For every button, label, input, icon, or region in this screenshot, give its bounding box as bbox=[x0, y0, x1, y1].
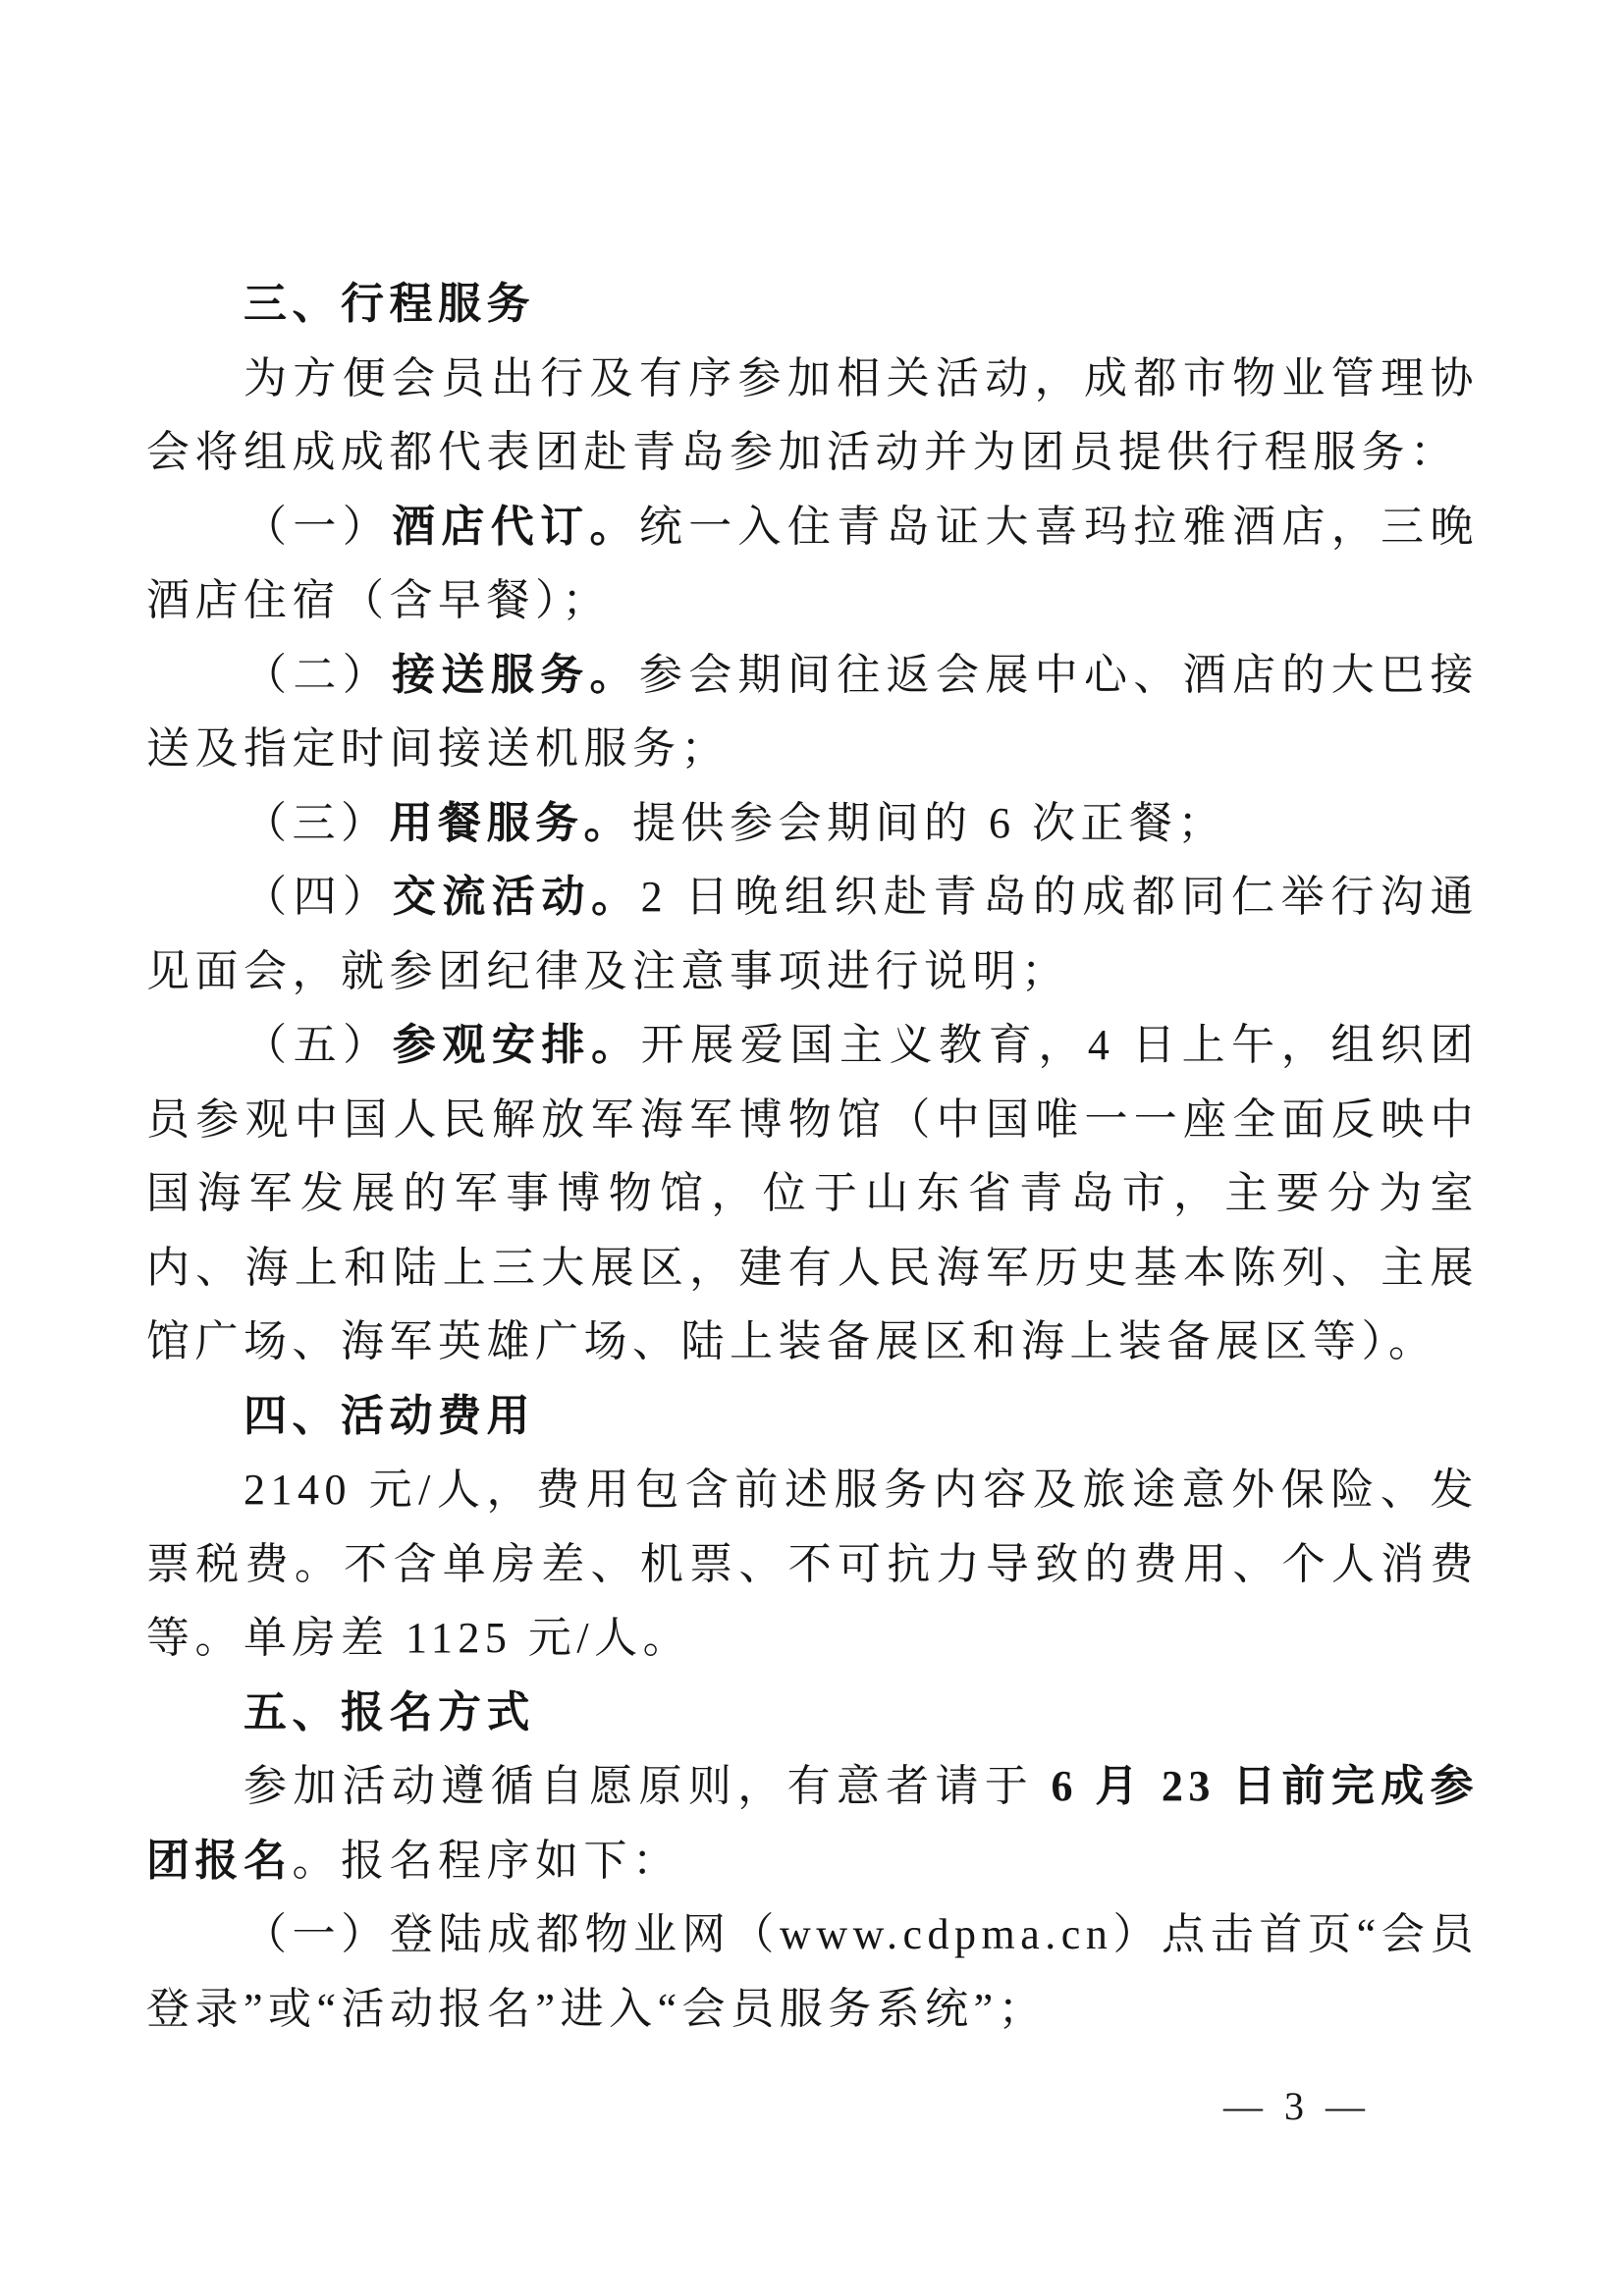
list-item-hotel-booking bbox=[146, 490, 1479, 638]
page-number: — 3 — bbox=[1223, 2084, 1371, 2128]
registration-intro-text: 参加活动遵循自愿原则，有意者请于 bbox=[244, 1762, 1052, 1810]
paragraph-fee-details: 2140 元/人，费用包含前述服务内容及旅途意外保险、发票税费。不含单房差、机票、不可抗力导致的费用、个人消费等。单房差 1125 元/人。 bbox=[146, 1466, 1479, 1662]
item-text: 提供参会期间的 6 次正餐； bbox=[632, 798, 1226, 847]
item-number: （三） bbox=[244, 798, 390, 847]
list-item-exchange-activity bbox=[146, 860, 1479, 1008]
list-item-meal-service bbox=[146, 786, 1479, 861]
registration-deadline-text: 6 月 23 日前完成参团报名 bbox=[146, 1762, 1480, 1885]
registration-intro-tail: 。报名程序如下： bbox=[292, 1836, 681, 1885]
section-heading-registration-method: 五、报名方式 bbox=[244, 1687, 535, 1736]
item-label: 接送服务。 bbox=[392, 650, 639, 699]
item-label: 用餐服务。 bbox=[389, 798, 632, 847]
document-body bbox=[146, 267, 1479, 2046]
item-text: 2 日晚组织赴青岛的成都同仁举行沟通见面会，就参团纪律及注意事项进行说明； bbox=[146, 873, 1480, 995]
item-number: （五） bbox=[244, 1021, 393, 1069]
item-number: （四） bbox=[244, 873, 393, 921]
item-text: 参会期间往返会展中心、酒店的大巴接送及指定时间接送机服务； bbox=[146, 650, 1480, 773]
item-text: 开展爱国主义教育，4 日上午，组织团员参观中国人民解放军海军博物馆（中国唯一一座全面反映中国海军发展的军事博物馆，位于山东省青岛市，主要分为室内、海上和陆上三大展区，建有人民海军历史基本陈列、主展馆广场、海军英雄广场、陆上装备展区和海上装备展区等）。 bbox=[146, 1021, 1480, 1365]
item-label: 酒店代订。 bbox=[392, 502, 639, 551]
item-number: （一） bbox=[244, 502, 393, 551]
list-item-shuttle-service bbox=[146, 638, 1479, 786]
item-text: 统一入住青岛证大喜玛拉雅酒店，三晚酒店住宿（含早餐）； bbox=[146, 502, 1480, 624]
paragraph-itinerary-intro: 为方便会员出行及有序参加相关活动，成都市物业管理协会将组成成都代表团赴青岛参加活动并为团员提供行程服务： bbox=[146, 353, 1479, 476]
item-label: 参观安排。 bbox=[392, 1021, 641, 1069]
list-item-visit-arrangement bbox=[146, 1008, 1479, 1379]
item-number: （二） bbox=[244, 650, 393, 699]
list-item-website-login: （一）登陆成都物业网（www.cdpma.cn）点击首页“会员登录”或“活动报名”进入“会员服务系统”； bbox=[146, 1910, 1479, 2033]
paragraph-registration-intro bbox=[146, 1749, 1479, 1897]
section-heading-activity-fee: 四、活动费用 bbox=[244, 1391, 535, 1440]
section-heading-itinerary-services: 三、行程服务 bbox=[244, 280, 535, 328]
item-label: 交流活动。 bbox=[392, 873, 641, 921]
